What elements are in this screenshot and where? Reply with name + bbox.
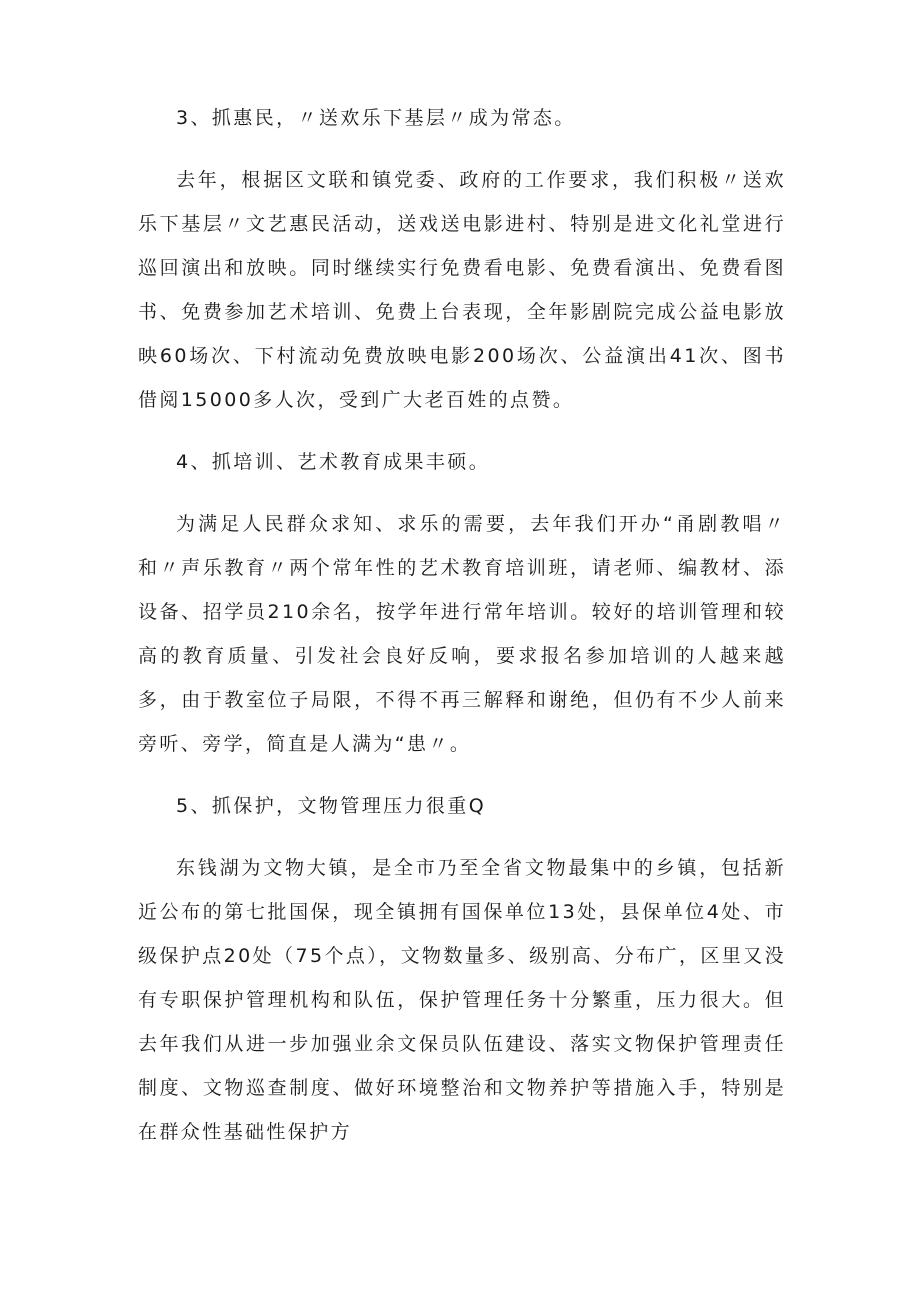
section-paragraph-3: 去年，根据区文联和镇党委、政府的工作要求，我们积极〃送欢乐下基层〃文艺惠民活动，送戏送电影进村、特别是进文化礼堂进行巡回演出和放映。同时继续实行免费看电影、免费看演出、免费看图书、免费参加艺术培训、免费上台表现，全年影剧院完成公益电影放映60场次、下村流动免费放映电影200场次、公益演出41次、图书借阅15000多人次，受到广大老百姓的点赞。: [138, 169, 786, 411]
section-heading-3: 3、抓惠民，〃送欢乐下基层〃成为常态。: [176, 107, 576, 129]
document-body: [138, 96, 786, 1172]
section-paragraph-4: 为满足人民群众求知、求乐的需要，去年我们开办“甬剧教唱〃和〃声乐教育〃两个常年性的艺术教育培训班，请老师、编教材、添设备、招学员210余名，按学年进行常年培训。较好的培训管理和较高的教育质量、引发社会良好反响，要求报名参加培训的人越来越多，由于教室位子局限，不得不再三解释和谢绝，但仍有不少人前来旁听、旁学，简直是人满为“患〃。: [138, 513, 786, 755]
section-heading-4: 4、抓培训、艺术教育成果丰硕。: [176, 451, 491, 473]
section-heading-5: 5、抓保护，文物管理压力很重Q: [176, 795, 487, 817]
section-paragraph-5: 东钱湖为文物大镇，是全市乃至全省文物最集中的乡镇，包括新近公布的第七批国保，现全镇拥有国保单位13处，县保单位4处、市级保护点20处（75个点），文物数量多、级别高、分布广，区里又没有专职保护管理机构和队伍，保护管理任务十分繁重，压力很大。但去年我们从进一步加强业余文保员队伍建设、落实文物保护管理责任制度、文物巡查制度、做好环境整治和文物养护等措施入手，特别是在群众性基础性保护方: [138, 857, 786, 1143]
